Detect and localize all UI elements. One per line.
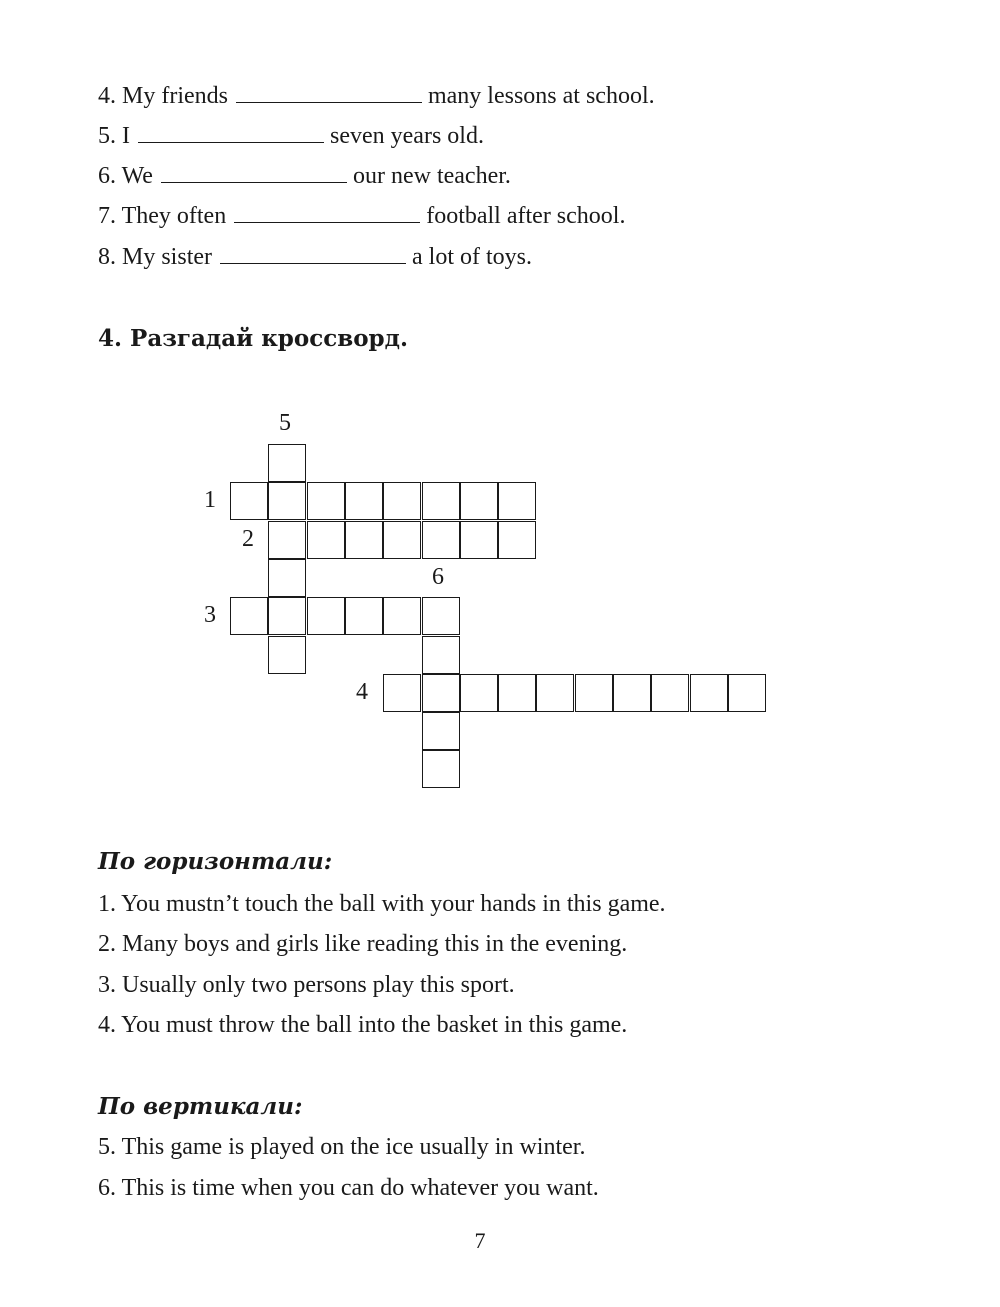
sentence-start: They often — [121, 203, 227, 229]
crossword-cell[interactable] — [268, 597, 306, 635]
clue-label-3: 3 — [204, 602, 216, 628]
crossword-cell[interactable] — [690, 674, 728, 712]
sentence-number: 8. — [98, 244, 116, 270]
sentence-4 — [98, 82, 655, 110]
crossword-cell[interactable] — [613, 674, 651, 712]
crossword-cell[interactable] — [383, 597, 421, 635]
crossword-cell[interactable] — [307, 521, 345, 559]
crossword-cell[interactable] — [345, 482, 383, 520]
sentence-number: 7. — [98, 203, 116, 229]
crossword-cell[interactable] — [422, 674, 460, 712]
crossword-cell[interactable] — [460, 521, 498, 559]
crossword-cell[interactable] — [422, 712, 460, 750]
crossword-cell[interactable] — [345, 597, 383, 635]
crossword-cell[interactable] — [422, 636, 460, 674]
crossword-cell[interactable] — [422, 521, 460, 559]
crossword-cell[interactable] — [268, 444, 306, 482]
crossword-cell[interactable] — [498, 521, 536, 559]
crossword-cell[interactable] — [536, 674, 574, 712]
crossword-cell[interactable] — [575, 674, 613, 712]
answer-blank[interactable] — [236, 84, 422, 103]
crossword-cell[interactable] — [268, 636, 306, 674]
clue-label-2: 2 — [242, 526, 254, 552]
crossword-cell[interactable] — [268, 559, 306, 597]
clue-label-4: 4 — [356, 679, 368, 705]
down-heading: По вертикали: — [98, 1093, 303, 1120]
sentence-6 — [98, 162, 511, 190]
answer-blank[interactable] — [138, 124, 324, 143]
clue-label-6: 6 — [432, 564, 444, 590]
sentence-number: 5. — [98, 123, 116, 149]
sentence-7 — [98, 202, 625, 230]
sentence-8 — [98, 243, 532, 271]
crossword-cell[interactable] — [230, 482, 268, 520]
across-clue-2: 2. Many boys and girls like reading this in the evening. — [98, 931, 628, 957]
crossword-cell[interactable] — [498, 482, 536, 520]
crossword-cell[interactable] — [383, 521, 421, 559]
sentence-end: many lessons at school. — [427, 83, 655, 109]
crossword-cell[interactable] — [383, 674, 421, 712]
crossword-cell[interactable] — [460, 674, 498, 712]
sentence-5 — [98, 122, 484, 150]
across-heading: По горизонтали: — [98, 848, 333, 875]
crossword-cell[interactable] — [307, 597, 345, 635]
clue-label-5: 5 — [279, 410, 291, 436]
crossword-cell[interactable] — [383, 482, 421, 520]
page-number: 7 — [474, 1228, 486, 1253]
exercise-title: 4. Разгадай кроссворд. — [98, 325, 408, 352]
sentence-number: 4. — [98, 83, 116, 109]
crossword-cell[interactable] — [307, 482, 345, 520]
sentence-start: I — [122, 123, 130, 149]
clue-label-1: 1 — [204, 487, 216, 513]
answer-blank[interactable] — [161, 164, 347, 183]
crossword-cell[interactable] — [230, 597, 268, 635]
crossword-cell[interactable] — [268, 482, 306, 520]
crossword-cell[interactable] — [460, 482, 498, 520]
across-clue-3: 3. Usually only two persons play this sport. — [98, 972, 515, 998]
sentence-end: football after school. — [426, 203, 626, 229]
answer-blank[interactable] — [220, 245, 406, 264]
crossword-cell[interactable] — [345, 521, 383, 559]
sentence-start: We — [121, 163, 153, 189]
crossword-cell[interactable] — [422, 750, 460, 788]
across-clue-1: 1. You mustn’t touch the ball with your hands in this game. — [98, 891, 666, 917]
sentence-end: seven years old. — [330, 123, 484, 149]
sentence-start: My friends — [122, 83, 228, 109]
down-clue-6: 6. This is time when you can do whatever you want. — [98, 1175, 599, 1201]
crossword-cell[interactable] — [728, 674, 766, 712]
crossword-cell[interactable] — [651, 674, 689, 712]
crossword-cell[interactable] — [422, 482, 460, 520]
across-clue-4: 4. You must throw the ball into the basket in this game. — [98, 1012, 628, 1038]
sentence-number: 6. — [98, 163, 116, 189]
sentence-end: a lot of toys. — [412, 244, 532, 270]
answer-blank[interactable] — [234, 204, 420, 223]
sentence-end: our new teacher. — [352, 163, 511, 189]
crossword-cell[interactable] — [268, 521, 306, 559]
crossword-cell[interactable] — [422, 597, 460, 635]
crossword-cell[interactable] — [498, 674, 536, 712]
sentence-start: My sister — [122, 244, 212, 270]
down-clue-5: 5. This game is played on the ice usually in winter. — [98, 1134, 586, 1160]
